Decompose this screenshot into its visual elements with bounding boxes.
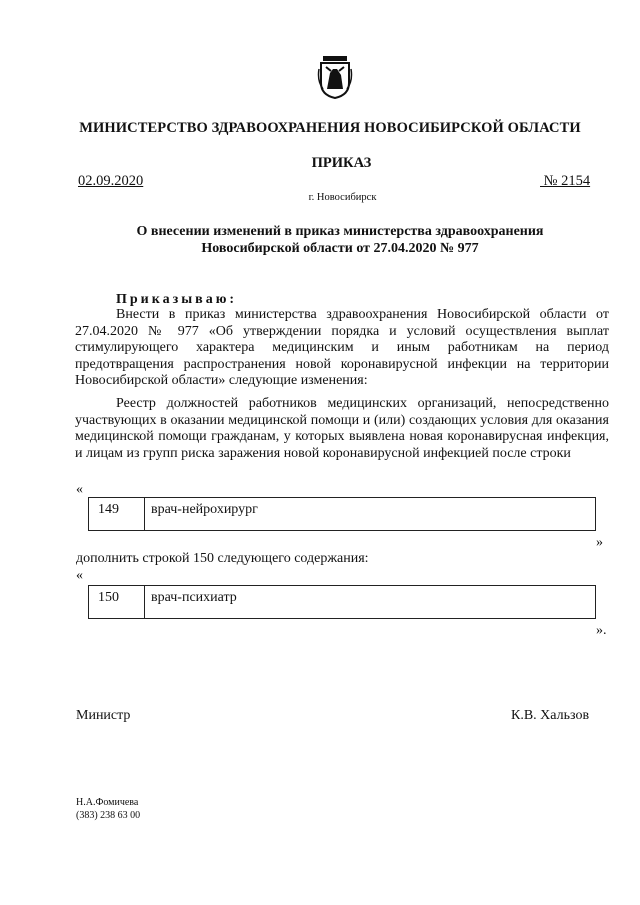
quote-close-1: » <box>596 535 603 550</box>
executor-name: Н.А.Фомичева <box>76 797 139 808</box>
document-date: 02.09.2020 <box>78 173 144 189</box>
quote-open-1: « <box>76 482 83 497</box>
document-number: № 2154 <box>540 173 591 189</box>
paragraph-1: Внести в приказ министерства здравоохранения Новосибирской области от 27.04.2020 № 977 «Об утверждении порядка и условий осуществления выплат стимулирующего характера медицинским и иным работникам на период предотвращения распространения новой коронавирусной инфекции на территории Новосибирской области» следующие изменения: <box>75 307 609 388</box>
signer-name: К.В. Хальзов <box>511 708 590 723</box>
signer-title: Министр <box>76 708 131 723</box>
row-number: 150 <box>89 586 145 618</box>
document-type: ПРИКАЗ <box>311 155 372 171</box>
quote-open-2: « <box>76 568 83 583</box>
row-position: врач-нейрохирург <box>151 502 258 517</box>
amendment-text: дополнить строкой 150 следующего содержания: <box>76 551 369 566</box>
executor-phone: (383) 238 63 00 <box>76 809 141 821</box>
document-subject: О внесении изменений в приказ министерства здравоохранения Новосибирской области от 27.04.2020 № 977 <box>136 224 544 256</box>
paragraph-2: Реестр должностей работников медицинских организаций, непосредственно участвующих в оказании медицинской помощи и (или) создающих условия для оказания медицинской помощи гражданам, у которых выявлена новая коронавирусная инфекция, и лицам из групп риска заражения новой коронавирусной инфекцией после строки <box>75 396 609 461</box>
quote-close-2: ». <box>596 623 607 638</box>
coat-of-arms-icon <box>317 55 353 99</box>
executor-info <box>76 797 140 822</box>
row-position: врач-психиатр <box>151 590 237 605</box>
table-row <box>88 585 596 619</box>
table-row <box>88 497 596 531</box>
order-word: Приказываю: <box>116 292 238 307</box>
document-city: г. Новосибирск <box>308 192 377 203</box>
row-number: 149 <box>89 498 145 530</box>
ministry-name: МИНИСТЕРСТВО ЗДРАВООХРАНЕНИЯ НОВОСИБИРСКОЙ ОБЛАСТИ <box>79 120 581 136</box>
